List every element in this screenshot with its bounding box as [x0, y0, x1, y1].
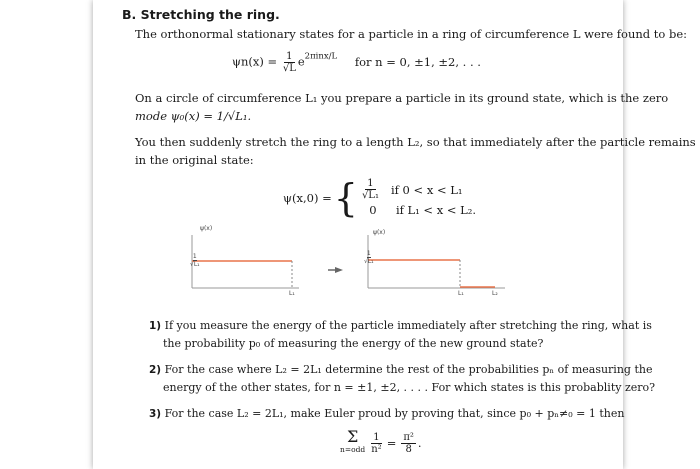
right-ylabel: ψ(x) — [373, 229, 386, 236]
eq3-frac2: $\frac{\text{π²}}{8}$ — [403, 431, 414, 455]
eq2-cases — [360, 178, 476, 217]
eq2-brace: { — [333, 175, 358, 220]
left-xtick: L₁ — [289, 290, 295, 297]
question-3: 3) For the case L₂ = 2L₁, make Euler proud by proving that, since p₀ + pₙ≠₀ = 1 then — [149, 407, 625, 420]
question-1-line2: the probability p₀ of measuring the energy of the new ground state? — [163, 337, 544, 350]
question-2-line2: energy of the other states, for n = ±1, ±2, . . . . For which states is this probablity zero? — [163, 381, 656, 394]
right-xtick-l2: L₂ — [492, 290, 498, 297]
eq1-exponent: 2πinx/L — [304, 51, 338, 62]
eq1-exp: e — [297, 54, 305, 69]
intro-text: The orthonormal stationary states for a particle in a ring of circumference L were found to be: — [135, 27, 688, 41]
eq2-case1: $\frac{1}{\text{√L₁}}$ if 0 < x < L₁ — [361, 178, 463, 201]
eq2-case2: 0 if L₁ < x < L₂. — [369, 203, 477, 217]
question-1: 1) If you measure the energy of the particle immediately after stretching the ring, what is — [149, 319, 652, 332]
eq3-sigma: Σ n=odd — [340, 427, 366, 454]
equation-initial-state — [283, 175, 477, 220]
question-2: 2) For the case where L₂ = 2L₁ determine the rest of the probabilities pₙ of measuring the — [149, 363, 653, 376]
para3-line2: in the original state: — [135, 153, 254, 167]
right-xtick-l1: L₁ — [458, 290, 464, 297]
eq1-fraction: $\frac{1}{√L}$ — [282, 51, 296, 74]
left-ytick: 1 √L₁ — [190, 253, 200, 268]
para2-line1: On a circle of circumference L₁ you prepare a particle in its ground state, which is the zero — [135, 91, 669, 105]
wavefunction-figure — [175, 225, 515, 300]
para2-line2: mode ψ₀(x) = 1/√L₁. — [135, 109, 252, 123]
equation-euler-sum: Σ n=odd $\frac{1}{\text{n²}}$ = $\frac{\text{π²}}{8}$ . — [340, 427, 422, 455]
left-ylabel: ψ(x) — [200, 225, 213, 232]
arrow-right-icon — [335, 267, 343, 273]
eq2-lhs: ψ(x,0) = — [283, 190, 332, 205]
para3-line1: You then suddenly stretch the ring to a length L₂, so that immediately after the particle remains — [135, 135, 696, 149]
eq3-frac1: $\frac{1}{\text{n²}}$ — [371, 431, 382, 455]
eq1-for: for n = 0, ±1, ±2, . . . — [354, 54, 481, 69]
right-ytick: 1 √L₁ — [364, 250, 374, 265]
section-heading: B. Stretching the ring. — [122, 7, 280, 22]
eq1-lhs: ψn(x) = — [232, 54, 278, 69]
equation-stationary-states — [232, 51, 481, 74]
